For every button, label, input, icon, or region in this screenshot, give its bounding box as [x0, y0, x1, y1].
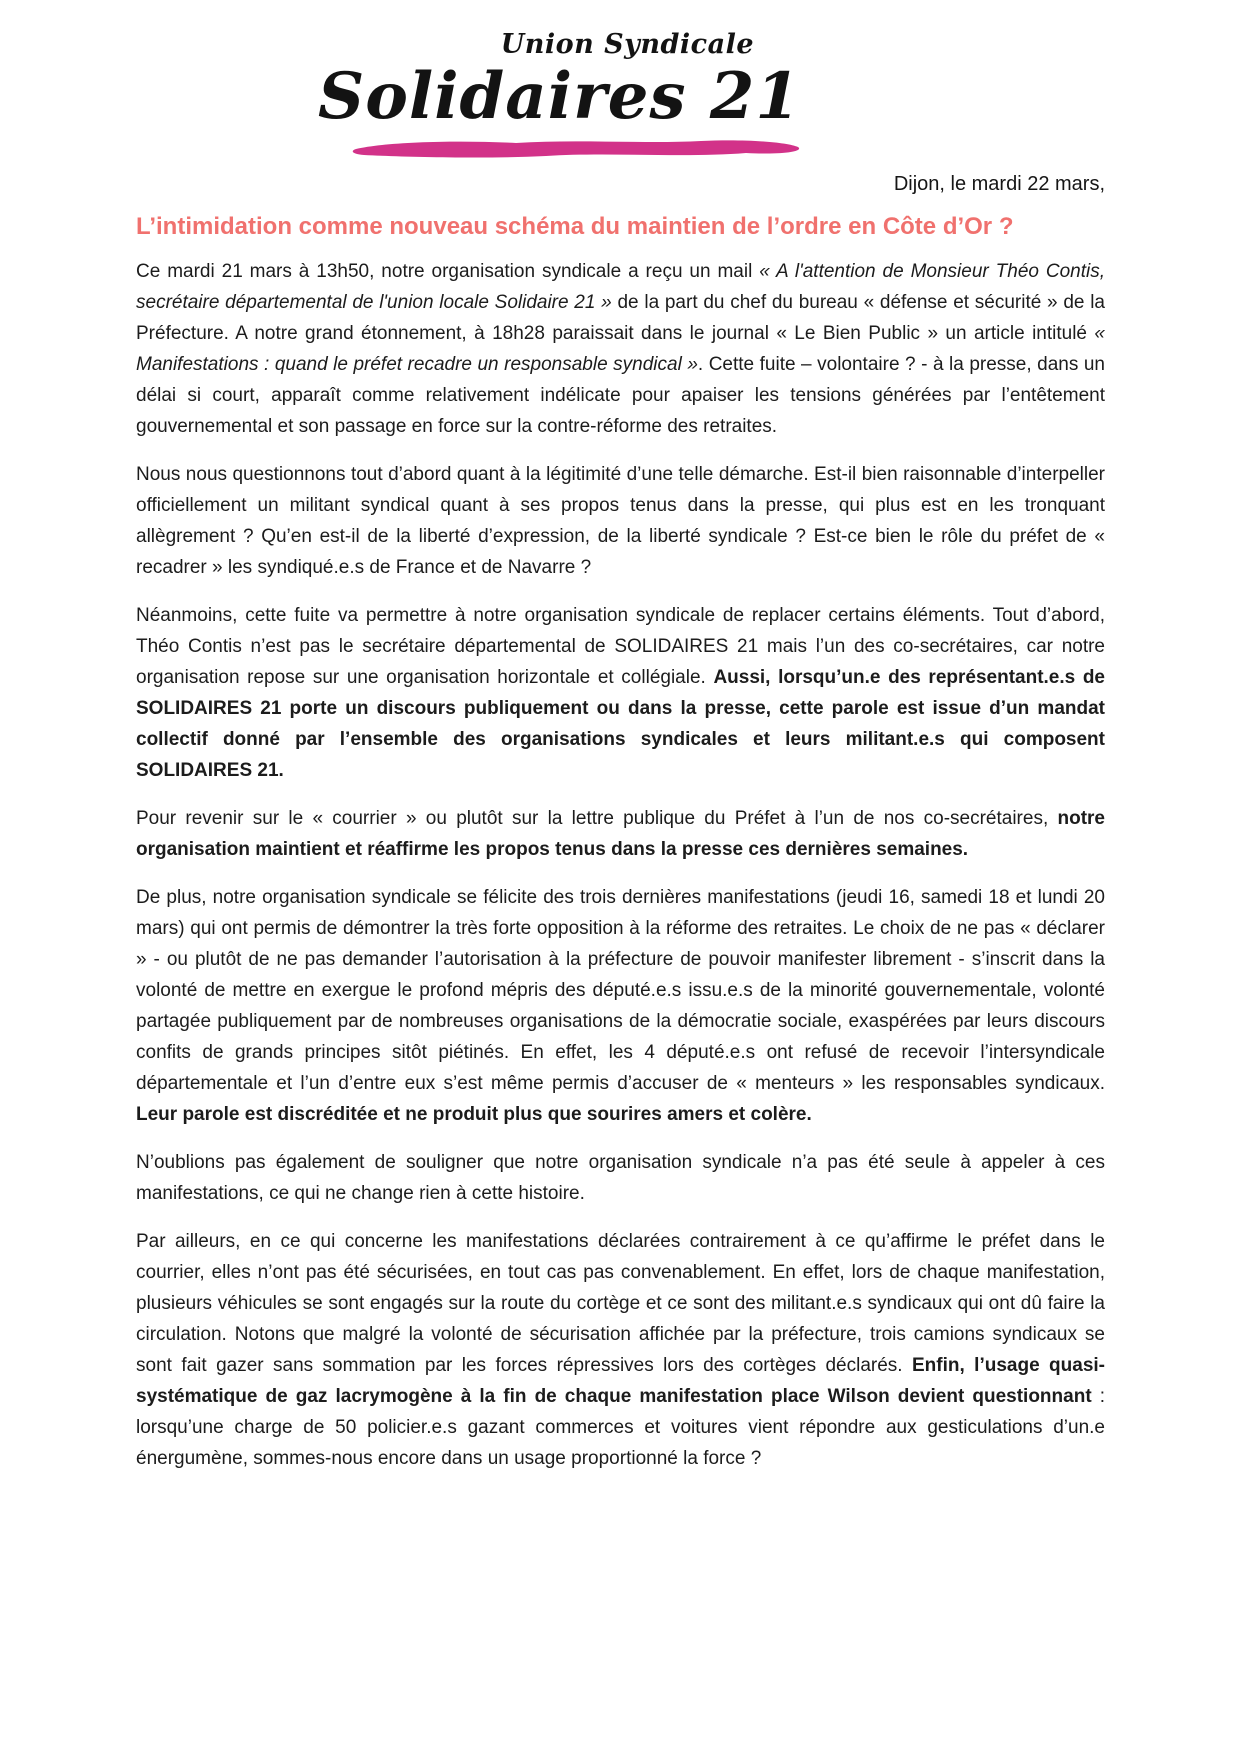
text-run: Leur parole est discréditée et ne produit plus que sourires amers et colère. — [136, 1104, 812, 1125]
text-run: Nous nous questionnons tout d’abord quant à la légitimité d’une telle démarche. Est-il bien raisonnable d’interpeller officiellement un militant syndical quant à ses propos tenus dans la presse, qui plus est en les tronquant allègrement ? Qu’en est-il de la liberté d’expression, de la liberté syndicale ? Est-ce bien le rôle du préfet de « recadrer » les syndiqué.e.s de France et de Navarre ? — [136, 464, 1105, 578]
text-run: notre organisation maintient et réaffirme les propos tenus dans la presse ces dernières semaines. — [136, 808, 1105, 860]
document-body — [136, 256, 1105, 1491]
text-run: Pour revenir sur le « courrier » ou plutôt sur la lettre publique du Préfet à l’un de nos co-secrétaires, — [136, 808, 1058, 829]
paragraph — [136, 1226, 1105, 1474]
text-run: « A l'attention de Monsieur Théo Contis, secrétaire départemental de l'union locale Solidaire 21 » — [136, 261, 1105, 313]
paragraph — [136, 459, 1105, 583]
text-run: Aussi, lorsqu’un.e des représentant.e.s de SOLIDAIRES 21 porte un discours publiquement ou dans la presse, cette parole est issue d’un mandat collectif donné par l’ensemble des organisations syndicales et leurs militant.e.s qui composent SOLIDAIRES 21. — [136, 667, 1106, 781]
paragraph — [136, 882, 1105, 1130]
text-run: Néanmoins, cette fuite va permettre à notre organisation syndicale de replacer certains éléments. Tout d’abord, Théo Contis n’est pas le secrétaire départemental de SOLIDAIRES 21 mais l’un des co-secrétaires, car notre organisation repose sur une organisation horizontale et collégiale. — [136, 605, 1105, 688]
paragraph — [136, 803, 1105, 865]
logo-union-syndicale-text: Union Syndicale — [500, 29, 754, 60]
text-run: « Manifestations : quand le préfet recadre un responsable syndical » — [136, 323, 1105, 375]
text-run: de la part du chef du bureau « défense et sécurité » de la Préfecture. A notre grand étonnement, à 18h28 paraissait dans le journal « Le Bien Public » un article intitulé — [136, 292, 1106, 344]
text-run: Par ailleurs, en ce qui concerne les manifestations déclarées contrairement à ce qu’affirme le préfet dans le courrier, elles n’ont pas été sécurisées, en tout cas pas convenablement. En effet, lors de chaque manifestation, plusieurs véhicules se sont engagés sur la route du cortège et ce sont des militant.e.s syndicaux qui ont dû faire la circulation. Notons que malgré la volonté de sécurisation affichée par la préfecture, trois camions syndicaux se sont fait gazer sans sommation par les forces répressives lors des cortèges déclarés. — [136, 1231, 1105, 1376]
paragraph — [136, 256, 1105, 442]
text-run: De plus, notre organisation syndicale se félicite des trois dernières manifestations (jeudi 16, samedi 18 et lundi 20 mars) qui ont permis de démontrer la très forte opposition à la réforme des retraites. Le choix de ne pas « déclarer » - ou plutôt de ne pas demander l’autorisation à la préfecture de pouvoir manifester librement - s’inscrit dans la volonté de mettre en exergue le profond mépris des député.e.s issu.e.s de la minorité gouvernementale, volonté partagée publiquement par de nombreuses organisations de la démocratie sociale, exaspérées par leurs discours confits de grands principes sitôt piétinés. En effet, les 4 député.e.s ont refusé de recevoir l’intersyndicale départementale et l’un d’entre eux s’est même permis d’accuser de « menteurs » les responsables syndicaux. — [136, 887, 1105, 1094]
logo-brush-underline-icon — [346, 136, 806, 162]
dateline: Dijon, le mardi 22 mars, — [893, 173, 1105, 195]
paragraph — [136, 1147, 1105, 1209]
logo — [318, 29, 801, 162]
text-run: Enfin, l’usage quasi-systématique de gaz lacrymogène à la fin de chaque manifestation place Wilson devient questionnant — [136, 1355, 1105, 1407]
text-run: : lorsqu’une charge de 50 policier.e.s gazant commerces et voitures vient répondre aux gesticulations d’un.e énergumène, sommes-nous encore dans un usage proportionné la force ? — [136, 1386, 1105, 1469]
document-title: L’intimidation comme nouveau schéma du maintien de l’ordre en Côte d’Or ? — [136, 213, 1014, 240]
text-run: Ce mardi 21 mars à 13h50, notre organisation syndicale a reçu un mail — [136, 261, 760, 282]
paragraph — [136, 600, 1105, 786]
text-run: . Cette fuite – volontaire ? - à la presse, dans un délai si court, apparaît comme relativement indélicate pour apaiser les tensions générées par l’entêtement gouvernemental et son passage en force sur la contre-réforme des retraites. — [136, 354, 1105, 437]
text-run: N’oublions pas également de souligner que notre organisation syndicale n’a pas été seule à appeler à ces manifestations, ce qui ne change rien à cette histoire. — [136, 1152, 1105, 1204]
logo-solidaires-21-text: Solidaires 21 — [318, 59, 801, 134]
